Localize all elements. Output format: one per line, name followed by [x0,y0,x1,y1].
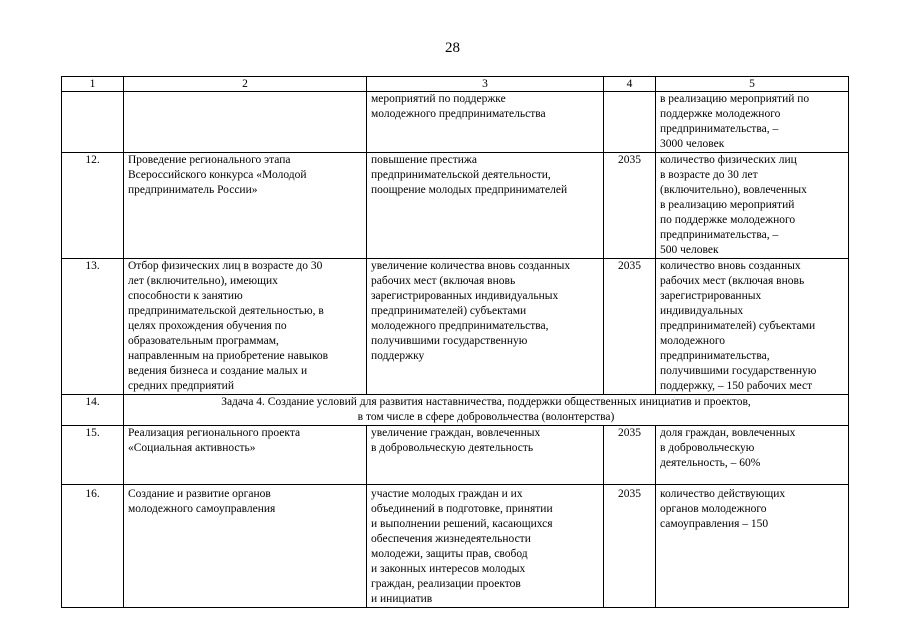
result-cell: участие молодых граждан и их объединений в подготовке, принятии и выполнении решений, касающихся обеспечения жизнедеятельности молодежи, защиты прав, свобод и законных интересов молодых граждан, реализации проектов и инициатив [367,485,604,608]
measure-cell: Реализация регионального проекта «Социальная активность» [124,426,367,485]
measure-cell: Проведение регионального этапа Всероссийского конкурса «Молодой предприниматель России» [124,153,367,259]
measures-table [61,76,849,608]
year-cell [604,92,656,153]
indicator-cell: доля граждан, вовлеченных в добровольческую деятельность, – 60% [656,426,849,485]
table-row [62,259,849,395]
indicator-cell: количество действующих органов молодежного самоуправления – 150 [656,485,849,608]
indicator-cell: в реализацию мероприятий по поддержке молодежного предпринимательства, – 3000 человек [656,92,849,153]
column-header: 2 [124,77,367,92]
column-header: 5 [656,77,849,92]
year-cell: 2035 [604,259,656,395]
row-number: 16. [62,485,124,608]
row-number: 12. [62,153,124,259]
table-row [62,426,849,485]
table-row [62,153,849,259]
row-number: 15. [62,426,124,485]
column-header: 3 [367,77,604,92]
row-number [62,92,124,153]
task-row [62,395,849,426]
row-number: 13. [62,259,124,395]
result-cell: повышение престижа предпринимательской деятельности, поощрение молодых предпринимателей [367,153,604,259]
year-cell: 2035 [604,485,656,608]
year-cell: 2035 [604,153,656,259]
result-cell: мероприятий по поддержке молодежного предпринимательства [367,92,604,153]
table-header-row [62,77,849,92]
measure-cell: Отбор физических лиц в возрасте до 30 лет (включительно), имеющих способности к занятию предпринимательской деятельностью, в целях прохождения обучения по образовательным программам, направленным на приобретение навыков ведения бизнеса и создание малых и средних предприятий [124,259,367,395]
year-cell: 2035 [604,426,656,485]
result-cell: увеличение граждан, вовлеченных в добровольческую деятельность [367,426,604,485]
result-cell: увеличение количества вновь созданных рабочих мест (включая вновь зарегистрированных индивидуальных предпринимателей) субъектами молодежного предпринимательства, получившими государственную поддержку [367,259,604,395]
task-heading: Задача 4. Создание условий для развития наставничества, поддержки общественных инициатив и проектов, в том числе в сфере добровольчества (волонтерства) [124,395,849,426]
measure-cell [124,92,367,153]
column-header: 4 [604,77,656,92]
row-number: 14. [62,395,124,426]
indicator-cell: количество вновь созданных рабочих мест (включая вновь зарегистрированных индивидуальных предпринимателей) субъектами молодежного предпринимательства, получившими государственную поддержку, – 150 рабочих мест [656,259,849,395]
indicator-cell: количество физических лиц в возрасте до 30 лет (включительно), вовлеченных в реализацию мероприятий по поддержке молодежного предпринимательства, – 500 человек [656,153,849,259]
page-number: 28 [445,40,460,56]
column-header: 1 [62,77,124,92]
table-row [62,92,849,153]
table-row [62,485,849,608]
measure-cell: Создание и развитие органов молодежного самоуправления [124,485,367,608]
